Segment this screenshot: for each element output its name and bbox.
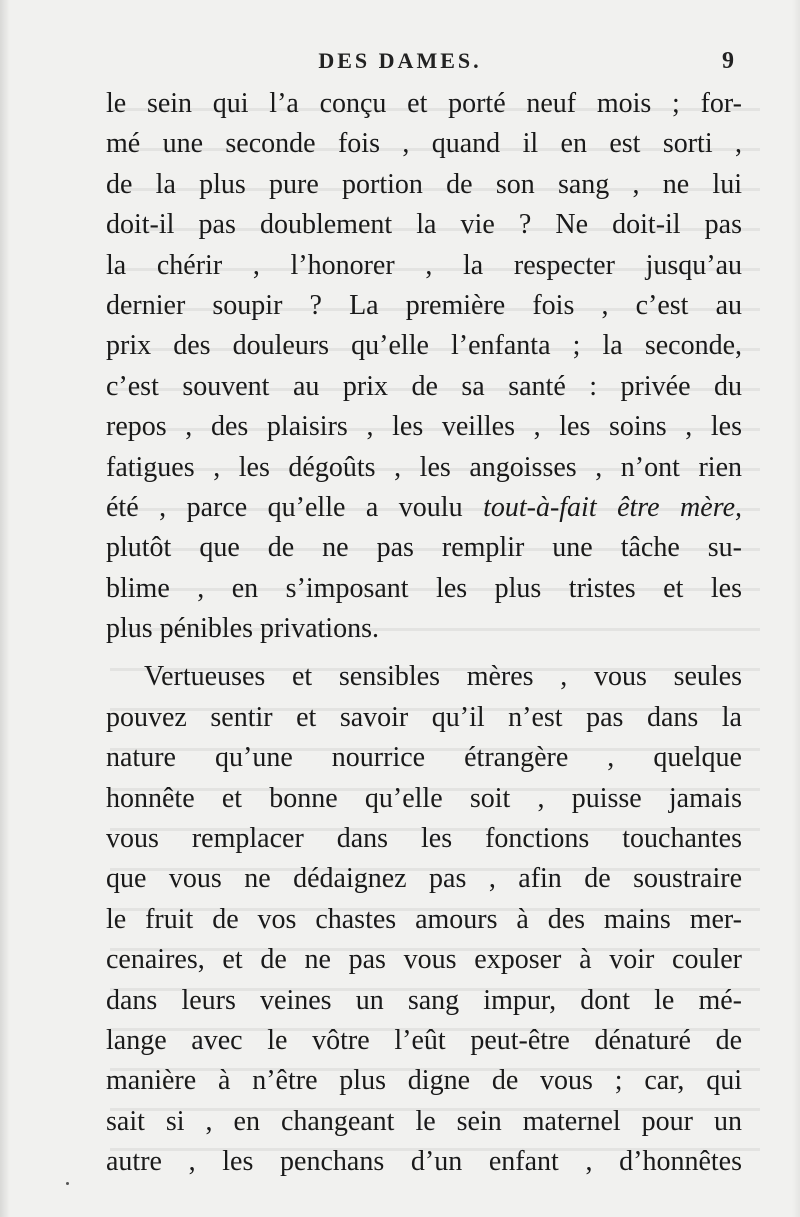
text-line [106,779,742,819]
text-line [106,900,742,940]
text-segment: pouvez sentir et savoir qu’il n’est pas dans la [106,701,742,733]
text-segment: que vous ne dédaignez pas , afin de soustraire [106,863,742,895]
text-line [106,981,742,1021]
running-title: DES DAMES. [318,48,482,73]
text-segment: vous remplacer dans les fonctions touchantes [106,823,742,855]
text-segment: cenaires, et de ne pas vous exposer à voir couler [106,944,742,976]
text-segment: dernier soupir ? La première fois , c’est au [106,289,742,321]
text-line [106,407,742,447]
text-line [106,698,742,738]
text-line [106,488,742,528]
text-line [106,1021,742,1061]
text-line [106,84,742,124]
text-line [106,819,742,859]
text-segment: c’est souvent au prix de sa santé : privée du [106,370,742,402]
text-line [106,124,742,164]
text-line [106,246,742,286]
text-segment: honnête et bonne qu’elle soit , puisse jamais [106,782,742,814]
text-segment: dans leurs veines un sang impur, dont le mé- [106,984,742,1016]
text-segment: de la plus pure portion de son sang , ne lui [106,168,742,200]
text-line [106,205,742,245]
text-segment: prix des douleurs qu’elle l’enfanta ; la seconde, [106,330,742,362]
text-line [106,165,742,205]
text-line [106,326,742,366]
text-line [106,286,742,326]
ink-speck [66,1182,69,1185]
text-line [106,609,742,649]
text-segment: repos , des plaisirs , les veilles , les soins , les [106,411,742,443]
text-segment: lange avec le vôtre l’eût peut-être dénaturé de [106,1024,742,1056]
text-segment: le sein qui l’a conçu et porté neuf mois ; for- [106,88,742,119]
italic-phrase: tout-à-fait être mère, [483,491,742,523]
text-line [106,448,742,488]
text-segment: manière à n’être plus digne de vous ; car, qui [106,1065,742,1097]
text-line [106,859,742,899]
text-line [106,528,742,568]
text-segment: mé une seconde fois , quand il en est sorti , [106,128,742,160]
text-line [106,657,742,697]
text-line [106,367,742,407]
text-line [106,940,742,980]
text-line [106,569,742,609]
text-segment: doit-il pas doublement la vie ? Ne doit-il pas [106,209,742,241]
text-line [106,1142,742,1182]
text-segment: plutôt que de ne pas remplir une tâche su- [106,532,742,564]
text-segment: nature qu’une nourrice étrangère , quelque [106,742,742,774]
text-line [106,738,742,778]
text-segment: autre , les penchans d’un enfant , d’honnêtes [106,1146,742,1178]
text-segment: fatigues , les dégoûts , les angoisses , n’ont rien [106,451,742,483]
text-line [106,1061,742,1101]
text-segment: plus pénibles privations. [106,613,379,645]
text-segment: la chérir , l’honorer , la respecter jusqu’au [106,249,742,281]
body-text [106,84,742,1183]
page-number: 9 [722,48,734,74]
text-segment: Vertueuses et sensibles mères , vous seules [144,661,742,693]
text-segment: blime , en s’imposant les plus tristes et les [106,572,742,604]
text-segment: sait si , en changeant le sein maternel pour un [106,1105,742,1137]
text-segment: le fruit de vos chastes amours à des mains mer- [106,903,742,935]
text-segment: été , parce qu’elle a voulu [106,491,484,523]
text-line [106,1102,742,1142]
